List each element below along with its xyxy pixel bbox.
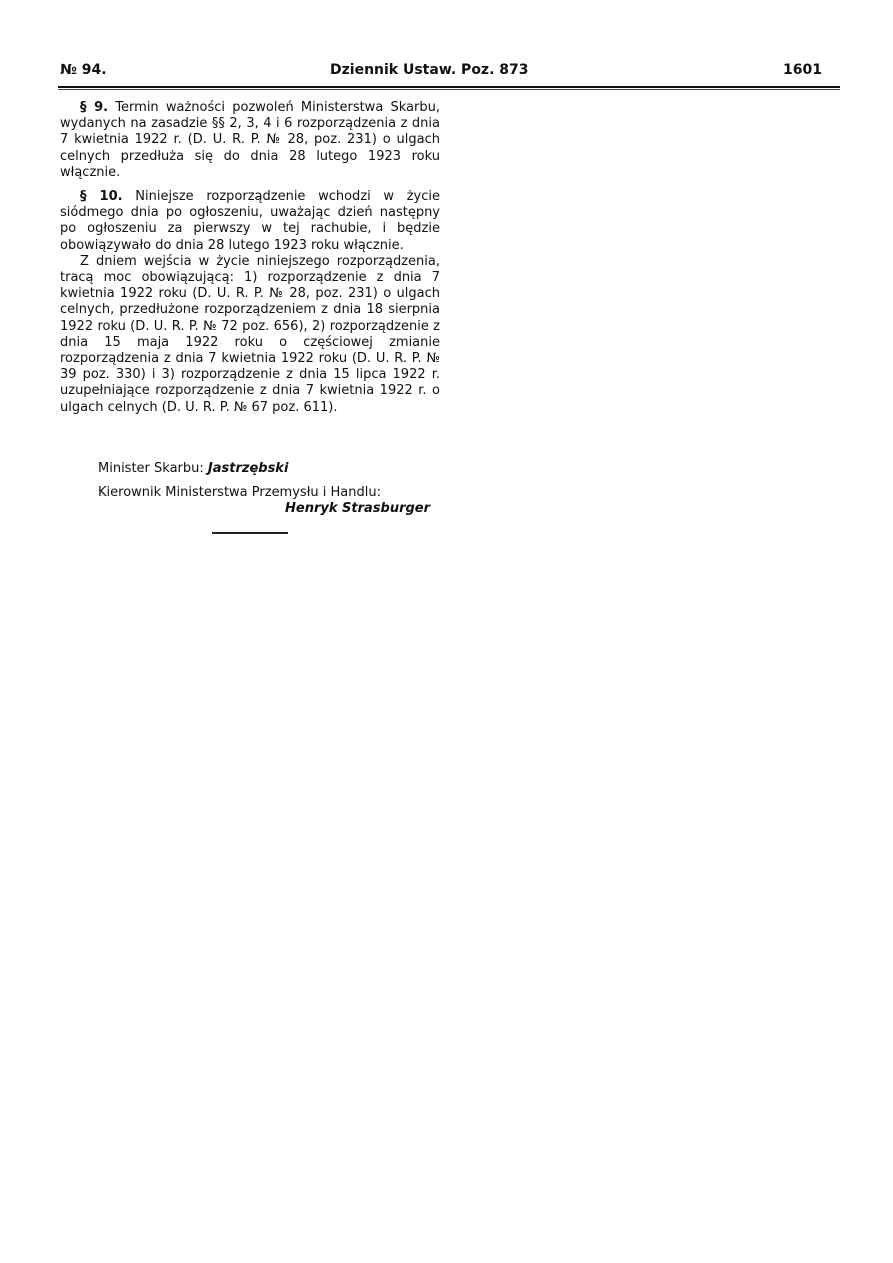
journal-title: Dziennik Ustaw. Poz. 873: [330, 62, 529, 78]
section-10-mark: § 10.: [80, 189, 123, 205]
paragraph-10: [60, 189, 440, 254]
header-rule-thin: [58, 89, 840, 90]
paragraph-10-continued: Z dniem wejścia w życie niniejszego rozporządzenia, tracą moc obowiązującą: 1) rozporządzenie z dnia 7 kwietnia 1922 roku (D. U. R. P. № 28, poz. 231) o ulgach celnych, przedłużone rozporządzeniem z dnia 18 sierpnia 1922 roku (D. U. R. P. № 72 poz. 656), 2) rozporządzenie z dnia 15 maja 1922 roku o częściowej zmianie rozporządzenia z dnia 7 kwietnia 1922 roku (D. U. R. P. № 39 poz. 330) i 3) rozporządzenie z dnia 15 lipca 1922 r. uzupełniające rozporządzenie z dnia 7 kwietnia 1922 r. o ulgach celnych (D. U. R. P. № 67 poz. 611).: [60, 253, 440, 415]
page-header: [60, 62, 822, 84]
section-9-text: Termin ważności pozwoleń Ministerstwa Skarbu, wydanych na zasadzie §§ 2, 3, 4 i 6 rozporządzenia z dnia 7 kwietnia 1922 r. (D. U. R. P. № 28, poz. 231) o ulgach celnych przedłuża się do dnia 28 lutego 1923 roku włącznie.: [60, 100, 440, 180]
text-column: [60, 100, 440, 424]
minister-label: Minister Skarbu:: [98, 461, 204, 476]
head-name: Henryk Strasburger: [285, 501, 431, 516]
end-rule: [212, 532, 288, 534]
section-9-mark: § 9.: [80, 100, 109, 115]
page-number: 1601: [783, 62, 822, 78]
paragraph-9: [60, 100, 440, 181]
header-rule: [58, 86, 840, 88]
head-label: Kierownik Ministerstwa Przemysłu i Handlu:: [98, 485, 381, 500]
minister-name: Jastrzębski: [207, 461, 289, 476]
section-10-text: Niniejsze rozporządzenie wchodzi w życie siódmego dnia po ogłoszeniu, uważając dzień następny po ogłoszeniu za pierwszy w tej rachubie, i będzie obowiązywało do dnia 28 lutego 1923 roku włącznie.: [60, 189, 440, 253]
minister-signature: [98, 460, 288, 477]
issue-number: № 94.: [60, 62, 107, 78]
